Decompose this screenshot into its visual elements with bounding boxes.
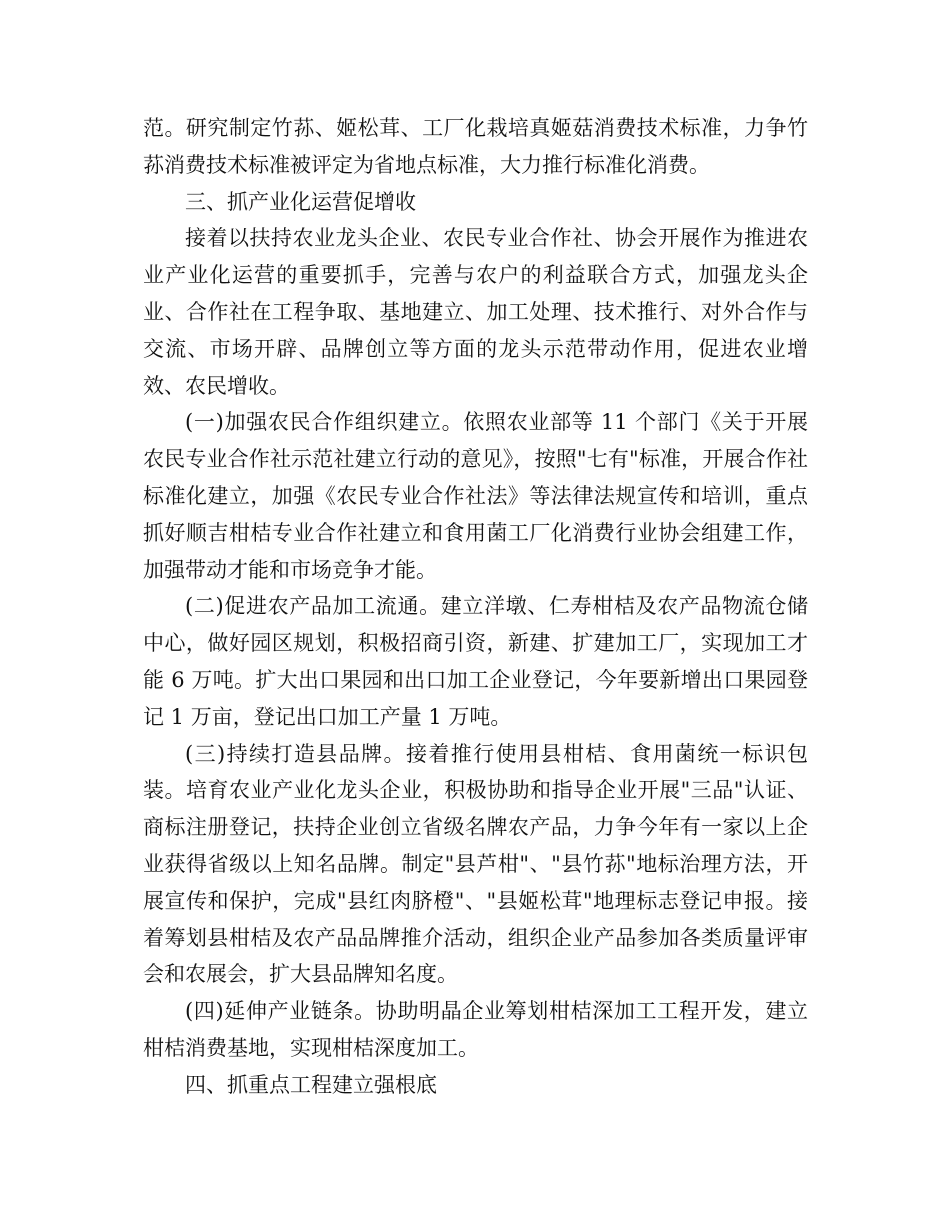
document-page [143, 110, 808, 1104]
paragraph-item-three: (三)持续打造县品牌。接着推行使用县柑桔、食用菌统一标识包装。培育农业产业化龙头企业，积极协助和指导企业开展"三品"认证、商标注册登记，扶持企业创立省级名牌农产品，力争今年有一家以上企业获得省级以上知名品牌。制定"县芦柑"、"县竹荪"地标治理方法，开展宣传和保护，完成"县红肉脐橙"、"县姬松茸"地理标志登记申报。接着筹划县柑桔及农产品品牌推介活动，组织企业产品参加各类质量评审会和农展会，扩大县品牌知名度。 [143, 741, 808, 987]
paragraph-item-four: (四)延伸产业链条。协助明晶企业筹划柑桔深加工工程开发，建立柑桔消费基地，实现柑桔深度加工。 [143, 999, 808, 1060]
paragraph-item-one: (一)加强农民合作组织建立。依照农业部等 11 个部门《关于开展农民专业合作社示范社建立行动的意见》，按照"七有"标准，开展合作社标准化建立，加强《农民专业合作社法》等法律法规宣传和培训，重点抓好顺吉柑桔专业合作社建立和食用菌工厂化消费行业协会组建工作，加强带动才能和市场竞争才能。 [143, 410, 808, 582]
paragraph-intro: 接着以扶持农业龙头企业、农民专业合作社、协会开展作为推进农业产业化运营的重要抓手，完善与农户的利益联合方式，加强龙头企业、合作社在工程争取、基地建立、加工处理、技术推行、对外合作与交流、市场开辟、品牌创立等方面的龙头示范带动作用，促进农业增效、农民增收。 [143, 226, 808, 398]
paragraph-continuation: 范。研究制定竹荪、姬松茸、工厂化栽培真姬菇消费技术标准，力争竹荪消费技术标准被评定为省地点标准，大力推行标准化消费。 [143, 116, 808, 177]
section-heading-three: 三、抓产业化运营促增收 [185, 189, 416, 214]
paragraph-item-two: (二)促进农产品加工流通。建立洋墩、仁寿柑桔及农产品物流仓储中心，做好园区规划，积极招商引资，新建、扩建加工厂，实现加工才能 6 万吨。扩大出口果园和出口加工企业登记，今年要新增出口果园登记 1 万亩，登记出口加工产量 1 万吨。 [143, 594, 808, 729]
section-heading-four: 四、抓重点工程建立强根底 [185, 1072, 437, 1097]
